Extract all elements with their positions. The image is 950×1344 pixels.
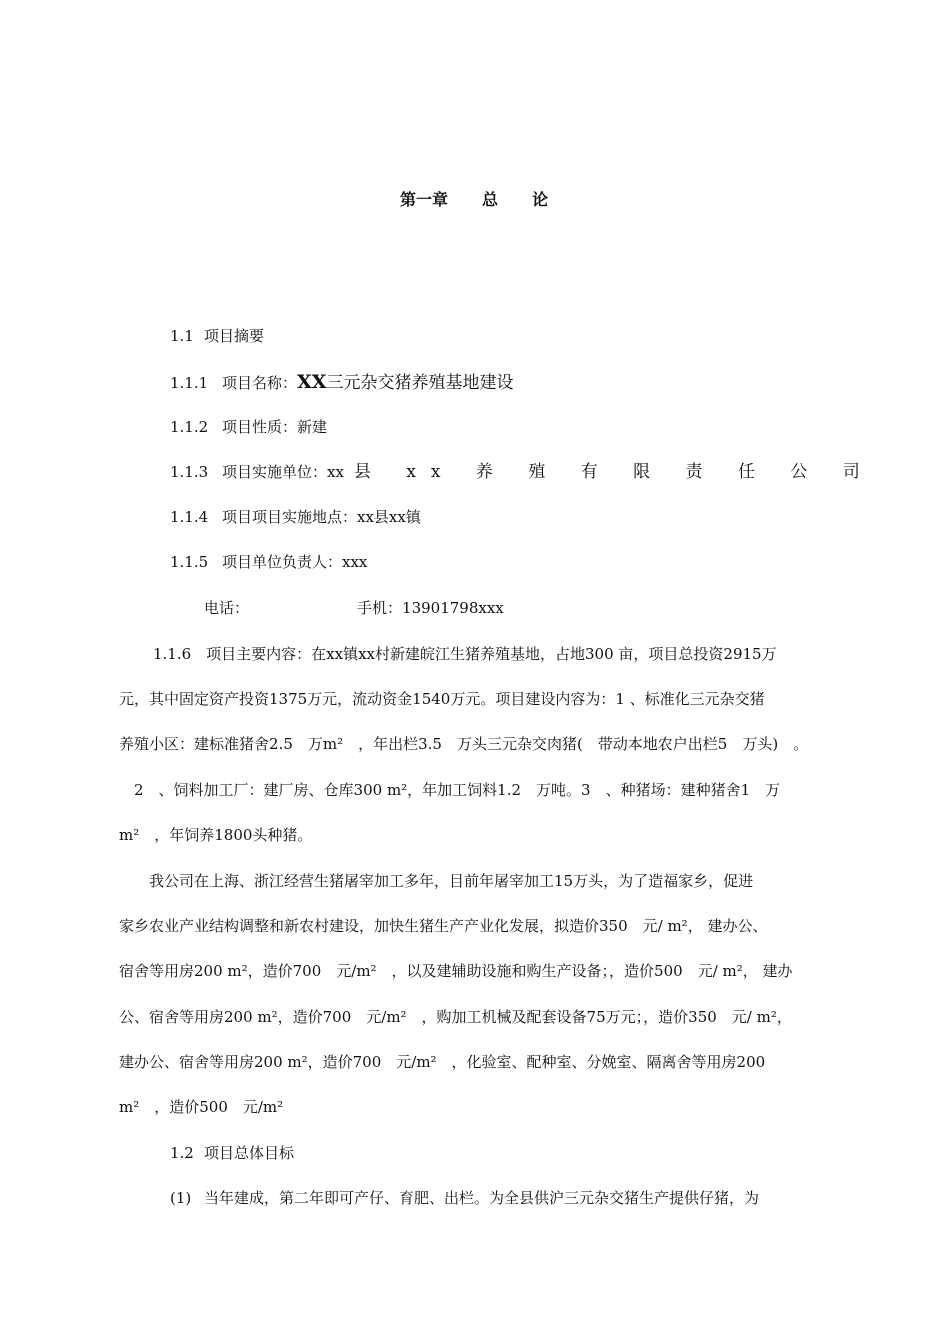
goal-number: (1): [170, 1189, 192, 1207]
item-value-bold: XX: [297, 371, 327, 393]
para-2-line-5: 建办公、宿舍等用房200 m²，造价700 元/m² ，化验室、配种室、分娩室、隔离舍等用房200: [119, 1053, 766, 1071]
para-116-line-1: 1.1.6 项目主要内容：在xx镇xx村新建皖江生猪养殖基地，占地300 亩，项目总投资2915万: [153, 645, 777, 663]
item-value: xx县xx镇: [357, 508, 421, 526]
para-116-line-3: 养殖小区：建标准猪舍2.5 万m² ，年出栏3.5 万头三元杂交肉猪( 带动本地农户出栏5 万头) 。: [119, 735, 809, 753]
goal-text: 当年建成，第二年即可产仔、育肥、出栏。为全县供沪三元杂交猪生产提供仔猪，为: [204, 1189, 760, 1207]
item-1-1-4: [170, 507, 421, 527]
item-value: 新建: [297, 418, 328, 436]
para-2-line-3: 宿舍等用房200 m²，造价700 元/m² ，以及建辅助设施和购生产设备；，造价500 元/ m²， 建办: [119, 962, 793, 980]
chapter-title-2: 论: [532, 190, 549, 209]
item-1-1-2: [170, 417, 327, 437]
para-2-line-1: 我公司在上海、浙江经营生猪屠宰加工多年，目前年屠宰加工15万头，为了造福家乡，促进: [119, 872, 754, 890]
item-number: 1.1.3: [170, 463, 209, 481]
item-label: 项目实施单位：: [222, 463, 328, 481]
chapter-number: 第一章: [400, 190, 449, 209]
section-1-1-heading: [170, 326, 264, 346]
item-label: 项目项目实施地点：: [222, 508, 358, 526]
para-116-line-5: m² ，年饲养1800头种猪。: [119, 826, 313, 844]
section-1-2-heading: [170, 1143, 294, 1163]
chapter-title-1: 总: [482, 190, 499, 209]
item-value: 三元杂交猪养殖基地建设: [326, 373, 514, 393]
item-label: 项目单位负责人：: [222, 553, 343, 571]
phone-line: [204, 598, 504, 618]
item-label: 项目性质：: [222, 418, 298, 436]
item-value: xxx: [342, 553, 368, 571]
para-2-line-2: 家乡农业产业结构调整和新农村建设，加快生猪生产产业化发展，拟造价350 元/ m²， 建办公、: [119, 917, 768, 935]
mobile-number: 13901798xxx: [402, 599, 504, 617]
section-number: 1.2: [170, 1144, 194, 1162]
para-2-line-6: m² ，造价500 元/m²: [119, 1098, 284, 1116]
chapter-heading: [400, 190, 548, 210]
item-label: 项目名称：: [222, 374, 298, 392]
mobile-label: 手机：: [357, 599, 403, 617]
section-number: 1.1: [170, 327, 194, 345]
item-1-1-3: [170, 462, 875, 482]
item-number: 1.1.2: [170, 418, 209, 436]
item-1-1-5: [170, 552, 367, 572]
para-116-line-2: 元，其中固定资产投资1375万元，流动资金1540万元。项目建设内容为：1 、标准化三元杂交猪: [119, 690, 765, 708]
item-number: 1.1.4: [170, 508, 209, 526]
para-2-line-4: 公、宿舍等用房200 m²，造价700 元/m² ，购加工机械及配套设备75万元；，造价350 元/ m²，: [119, 1008, 792, 1026]
item-number: 1.1.5: [170, 553, 209, 571]
section-title: 项目摘要: [204, 327, 265, 345]
item-number: 1.1.1: [170, 374, 209, 392]
goal-1: [170, 1188, 759, 1208]
item-value-prefix: xx: [327, 463, 344, 481]
section-title: 项目总体目标: [204, 1144, 295, 1162]
para-116-line-4: 2 、饲料加工厂：建厂房、仓库300 m²，年加工饲料1.2 万吨。3 、种猪场：建种猪舍1 万: [119, 781, 781, 799]
phone-label: 电话：: [204, 599, 250, 617]
item-value: 县 xx 养 殖 有 限 责 任 公 司: [353, 462, 875, 482]
item-1-1-1: [170, 372, 514, 393]
